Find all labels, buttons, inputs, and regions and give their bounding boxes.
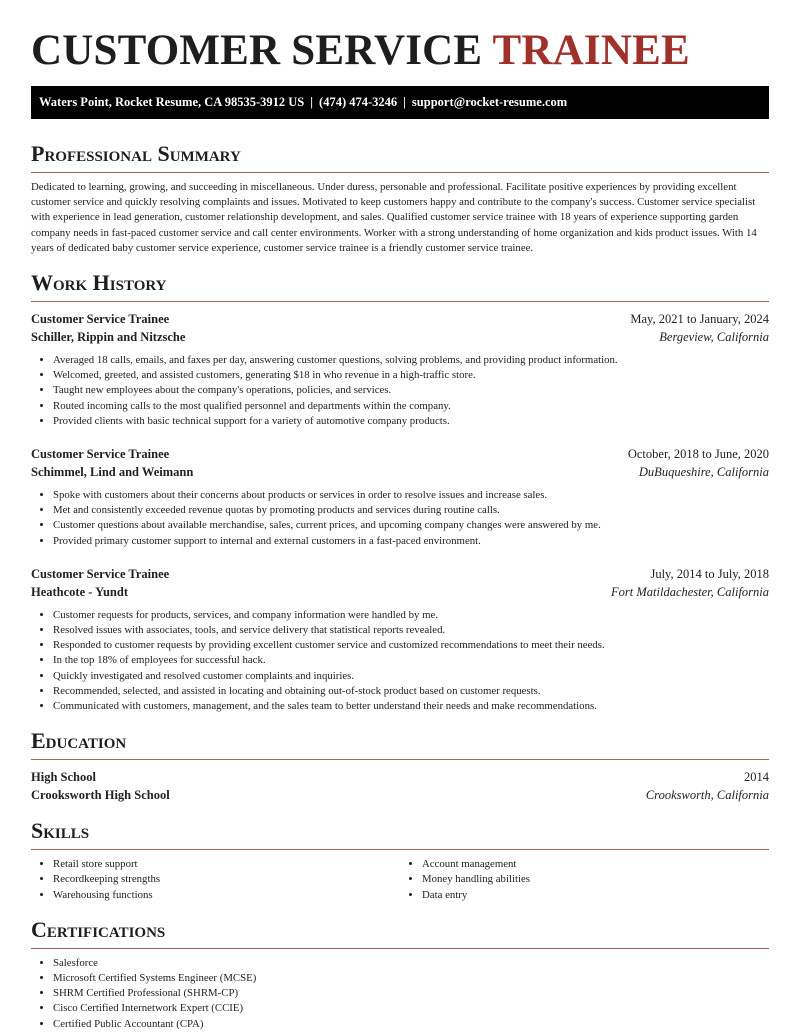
job-company-row xyxy=(31,328,769,346)
job-dates: October, 2018 to June, 2020 xyxy=(627,447,769,462)
certifications-section xyxy=(31,917,769,1032)
bullet-item: • Averaged 18 calls, emails, and faxes per day, answering customer questions, solving problems, and providing product information. xyxy=(53,353,769,368)
separator: | xyxy=(310,95,314,109)
skill-item: • Data entry xyxy=(422,888,769,903)
job-bullets xyxy=(31,608,769,714)
job-header-row xyxy=(31,565,769,583)
skill-item: • Money handling abilities xyxy=(422,872,769,887)
bullet-item: • In the top 18% of employees for successful hack. xyxy=(53,653,769,668)
school-location: Crooksworth, California xyxy=(645,788,769,803)
bullet-item: • Spoke with customers about their concerns about products or services in order to resolve issues and increase sales. xyxy=(53,488,769,503)
bullet-item: • Responded to customer requests by providing excellent customer service and customized recommendations to meet their needs. xyxy=(53,638,769,653)
job-entry xyxy=(31,445,769,549)
school: Crooksworth High School xyxy=(31,788,170,803)
separator: | xyxy=(403,95,406,109)
skills-list-left xyxy=(31,857,400,903)
section-heading: Certifications xyxy=(31,917,769,949)
job-title: Customer Service Trainee xyxy=(31,566,170,581)
bullet-item: • Customer requests for products, services, and company information were handled by me. xyxy=(53,608,769,623)
bullet-item: • Provided primary customer support to internal and external customers in a fast-paced environment. xyxy=(53,534,769,549)
job-location: DuBuqueshire, California xyxy=(638,465,769,480)
bullet-item: • Quickly investigated and resolved customer complaints and inquiries. xyxy=(53,669,769,684)
certification-item: • Certified Public Accountant (CPA) xyxy=(53,1017,769,1032)
job-header-row xyxy=(31,445,769,463)
degree: High School xyxy=(31,770,96,785)
summary-text: Dedicated to learning, growing, and succeeding in miscellaneous. Under duress, personable and professional. Facilitate positive experiences by providing excellent customer service and quickly resolving complaints and issues. Motivated to keep customers happy and contribute to the company's success. Customer service specialist with experience in lead generation, customer relationship development, and sales. Qualified customer service trainee with 18 years of experience supporting garden company needs in fast-paced customer service and call center environments. Worker with a strong understanding of home organization and kids product issues. With 14 years of dedicated baby customer service experience, customer service trainee is a friendly customer service trainee. xyxy=(31,181,757,254)
bullet-item: • Resolved issues with associates, tools, and service delivery that statistical reports revealed. xyxy=(53,623,769,638)
skill-item: • Warehousing functions xyxy=(53,888,400,903)
resume-title xyxy=(31,0,769,74)
bullet-item: • Customer questions about available merchandise, sales, current prices, and upcoming company changes were answered by me. xyxy=(53,518,769,533)
summary-section xyxy=(31,141,769,256)
job-bullets xyxy=(31,353,769,429)
section-heading: Work History xyxy=(31,270,769,302)
job-title: Customer Service Trainee xyxy=(31,447,170,462)
job-company: Schiller, Rippin and Nitzsche xyxy=(31,330,186,345)
certification-item: • Microsoft Certified Systems Engineer (MCSE) xyxy=(53,971,769,986)
bullet-item: • Welcomed, greeted, and assisted customers, generating $18 in who revenue in a high-traffic store. xyxy=(53,368,769,383)
skills-list-right xyxy=(400,857,769,903)
contact-phone: (474) 474-3246 xyxy=(319,95,398,109)
job-dates: July, 2014 to July, 2018 xyxy=(650,566,769,581)
job-location: Bergeview, California xyxy=(659,330,769,345)
skill-item: • Retail store support xyxy=(53,857,400,872)
job-dates: May, 2021 to January, 2024 xyxy=(630,312,769,327)
contact-bar xyxy=(31,86,769,119)
bullet-item: • Routed incoming calls to the most qualified personnel and departments within the company. xyxy=(53,399,769,414)
certification-item: • Salesforce xyxy=(53,956,769,971)
skill-item: • Recordkeeping strengths xyxy=(53,872,400,887)
job-entry xyxy=(31,310,769,429)
job-location: Fort Matildachester, California xyxy=(611,584,769,599)
certification-item: • SHRM Certified Professional (SHRM-CP) xyxy=(53,986,769,1001)
job-company-row xyxy=(31,463,769,481)
bullet-item: • Recommended, selected, and assisted in locating and obtaining out-of-stock product based on customer requests. xyxy=(53,684,769,699)
bullet-item: • Met and consistently exceeded revenue quotas by promoting products and services during routine calls. xyxy=(53,503,769,518)
bullet-item: • Communicated with customers, management, and the sales team to better understand their needs and make recommendations. xyxy=(53,699,769,714)
section-heading: Skills xyxy=(31,818,769,850)
job-title: Customer Service Trainee xyxy=(31,312,170,327)
education-entry xyxy=(31,768,769,804)
title-main: CUSTOMER SERVICE xyxy=(31,27,483,74)
job-bullets xyxy=(31,488,769,549)
contact-email[interactable]: support@rocket-resume.com xyxy=(411,95,568,109)
job-company: Schimmel, Lind and Weimann xyxy=(31,465,194,480)
education-section xyxy=(31,728,769,804)
bullet-item: • Taught new employees about the company's operations, policies, and services. xyxy=(53,383,769,398)
section-heading: Education xyxy=(31,728,769,760)
section-heading: Professional Summary xyxy=(31,141,769,173)
job-company-row xyxy=(31,583,769,601)
education-year: 2014 xyxy=(744,770,769,785)
certification-item: • Cisco Certified Internetwork Expert (CCIE) xyxy=(53,1001,769,1016)
skill-item: • Account management xyxy=(422,857,769,872)
skills-section xyxy=(31,818,769,903)
certifications-list xyxy=(31,956,769,1032)
title-accent: TRAINEE xyxy=(492,27,690,74)
contact-address: Waters Point, Rocket Resume, CA 98535-3912 US xyxy=(39,95,305,109)
bullet-item: • Provided clients with basic technical support for a variety of automotive company products. xyxy=(53,414,769,429)
work-history-section xyxy=(31,270,769,714)
job-company: Heathcote - Yundt xyxy=(31,584,128,599)
job-header-row xyxy=(31,310,769,328)
job-entry xyxy=(31,565,769,714)
